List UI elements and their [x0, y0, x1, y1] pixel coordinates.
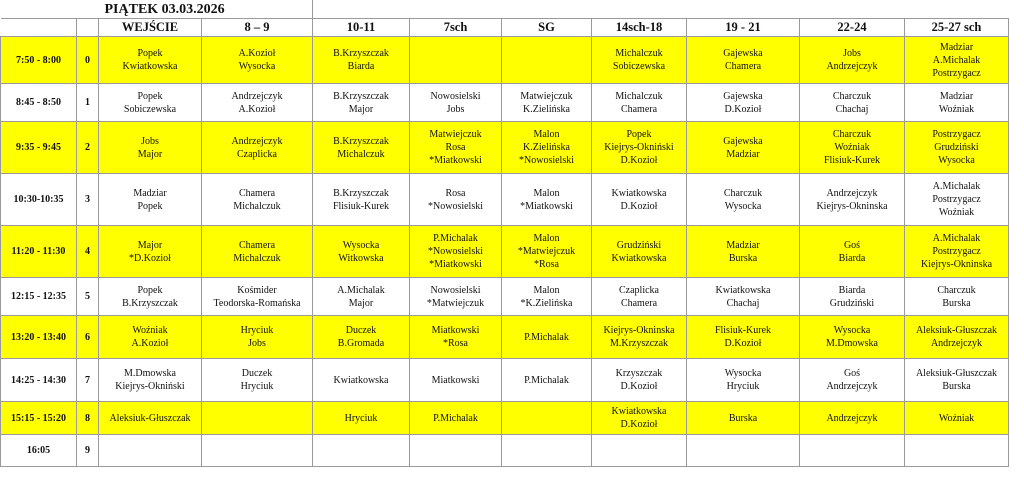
- teacher-name: B.Krzyszczak: [333, 90, 389, 102]
- teacher-name: Major: [137, 148, 163, 160]
- duty-cell: [687, 402, 800, 435]
- teacher-name: Flisiuk-Kurek: [714, 325, 772, 336]
- teacher-name: Michalczuk: [615, 90, 663, 102]
- duty-cell: [800, 226, 905, 278]
- duty-cell: [800, 316, 905, 359]
- teacher-name: Wysocka: [938, 155, 975, 166]
- teacher-name: Popek: [137, 284, 163, 296]
- duty-cell: [592, 122, 687, 174]
- teacher-name: Duczek: [241, 368, 273, 379]
- teacher-name: Andrzejczyk: [826, 187, 878, 199]
- duty-cell: [99, 316, 202, 359]
- teacher-name: Kwiatkowska: [122, 61, 178, 72]
- time-cell: 14:25 - 14:30: [1, 359, 77, 402]
- duty-cell: [687, 122, 800, 174]
- duty-cell: [800, 122, 905, 174]
- schedule-row: [1, 316, 1009, 359]
- teacher-name: Rosa: [445, 187, 466, 199]
- duty-cell: [313, 402, 410, 435]
- teacher-name: Charczuk: [832, 129, 872, 140]
- teacher-name: Jobs: [843, 48, 861, 59]
- duty-cell: [687, 359, 800, 402]
- teacher-name: *Miatkowski: [520, 200, 573, 212]
- teacher-name: D.Kozioł: [620, 200, 658, 212]
- duty-cell: [99, 226, 202, 278]
- column-header: 14sch-18: [592, 19, 687, 37]
- teacher-name: Hryciuk: [344, 412, 378, 424]
- teacher-name: *Nowosielski: [428, 200, 483, 212]
- duty-cell: [313, 435, 410, 467]
- teacher-name: Kiejrys-Okninska: [603, 325, 675, 336]
- time-cell: 9:35 - 9:45: [1, 122, 77, 174]
- duty-cell: [202, 226, 313, 278]
- teacher-name: *Nowosielski: [519, 155, 574, 166]
- teacher-name: Grudziński: [616, 239, 662, 251]
- teacher-name: Matwiejczuk: [520, 90, 573, 102]
- column-header: 22-24: [800, 19, 905, 37]
- teacher-name: Kwiatkowska: [715, 284, 771, 296]
- teacher-name: Biarda: [838, 284, 866, 296]
- teacher-name: B.Gromada: [337, 338, 385, 349]
- teacher-name: D.Kozioł: [620, 381, 658, 392]
- period-number-cell: 8: [77, 402, 99, 435]
- period-number-cell: 6: [77, 316, 99, 359]
- schedule-row: [1, 402, 1009, 435]
- schedule-row: [1, 278, 1009, 316]
- teacher-name: Aleksiuk-Głuszczak: [109, 412, 191, 424]
- teacher-name: A.Kozioł: [238, 103, 276, 115]
- teacher-name: Grudziński: [934, 142, 979, 153]
- duty-cell: [410, 316, 502, 359]
- time-cell: 13:20 - 13:40: [1, 316, 77, 359]
- teacher-name: Wysocka: [724, 368, 762, 379]
- time-cell: 7:50 - 8:00: [1, 37, 77, 84]
- duty-cell: [905, 278, 1009, 316]
- teacher-name: Nowosielski: [430, 284, 481, 296]
- teacher-name: Kiejrys-Okninska: [816, 200, 888, 212]
- teacher-name: Andrzejczyk: [826, 61, 878, 72]
- duty-cell: [592, 37, 687, 84]
- teacher-name: D.Kozioł: [724, 103, 762, 115]
- teacher-name: Grudziński: [829, 297, 875, 309]
- duty-cell: [99, 122, 202, 174]
- period-number-cell: 7: [77, 359, 99, 402]
- duty-cell: [592, 359, 687, 402]
- duty-cell: [202, 435, 313, 467]
- column-header: 7sch: [410, 19, 502, 37]
- teacher-name: *K.Zielińska: [520, 297, 573, 309]
- teacher-name: P.Michalak: [524, 374, 569, 386]
- duty-cell: [99, 174, 202, 226]
- teacher-name: M.Dmowska: [124, 368, 176, 379]
- teacher-name: Madziar: [133, 187, 167, 199]
- teacher-name: Postrzygacz: [932, 246, 981, 257]
- time-cell: 11:20 - 11:30: [1, 226, 77, 278]
- teacher-name: K.Zielińska: [523, 103, 570, 115]
- header-row: [1, 19, 1009, 37]
- time-cell: 15:15 - 15:20: [1, 402, 77, 435]
- header-blank-num: [77, 19, 99, 37]
- teacher-name: Wysocka: [238, 61, 276, 72]
- duty-cell: [592, 402, 687, 435]
- teacher-name: Chachaj: [726, 297, 760, 309]
- schedule-row: [1, 84, 1009, 122]
- teacher-name: Krzyszczak: [615, 368, 663, 379]
- teacher-name: Chamera: [238, 187, 276, 199]
- teacher-name: *Nowosielski: [428, 246, 483, 257]
- teacher-name: Burska: [728, 412, 758, 424]
- duty-cell: [592, 435, 687, 467]
- teacher-name: Kiejrys-Okninska: [920, 259, 993, 270]
- teacher-name: Woźniak: [834, 142, 870, 153]
- teacher-name: Woźniak: [938, 103, 975, 115]
- teacher-name: Chamera: [724, 61, 762, 72]
- teacher-name: Madziar: [726, 239, 760, 251]
- teacher-name: Burska: [942, 297, 971, 309]
- duty-cell: [99, 84, 202, 122]
- teacher-name: *Matwiejczuk: [517, 246, 576, 257]
- duty-cell: [99, 37, 202, 84]
- teacher-name: Sobiczewska: [123, 103, 177, 115]
- period-number-cell: 3: [77, 174, 99, 226]
- teacher-name: Flisiuk-Kurek: [332, 200, 390, 212]
- teacher-name: Hryciuk: [726, 381, 760, 392]
- teacher-name: Miatkowski: [431, 374, 480, 386]
- duty-cell: [502, 402, 592, 435]
- duty-cell: [905, 174, 1009, 226]
- teacher-name: Charczuk: [832, 90, 872, 102]
- duty-cell: [905, 122, 1009, 174]
- title-row: [1, 0, 1009, 19]
- teacher-name: Charczuk: [723, 187, 763, 199]
- teacher-name: Kwiatkowska: [333, 374, 389, 386]
- duty-cell: [202, 37, 313, 84]
- duty-cell: [202, 122, 313, 174]
- teacher-name: Jobs: [141, 135, 159, 147]
- duty-cell: [99, 402, 202, 435]
- teacher-name: Gajewska: [723, 48, 763, 59]
- duty-cell: [687, 226, 800, 278]
- teacher-name: Madziar: [939, 90, 974, 102]
- teacher-name: Kwiatkowska: [611, 252, 667, 264]
- header-blank-time: [1, 19, 77, 37]
- schedule-row: [1, 37, 1009, 84]
- teacher-name: A.Kozioł: [131, 338, 169, 349]
- period-number-cell: 5: [77, 278, 99, 316]
- teacher-name: D.Kozioł: [620, 419, 658, 430]
- duty-cell: [410, 278, 502, 316]
- teacher-name: Popek: [137, 90, 163, 102]
- teacher-name: Andrzejczyk: [231, 90, 283, 102]
- period-number-cell: 9: [77, 435, 99, 467]
- teacher-name: Major: [348, 103, 374, 115]
- teacher-name: Postrzygacz: [932, 129, 981, 140]
- column-header: 8 – 9: [202, 19, 313, 37]
- schedule-row: [1, 226, 1009, 278]
- duty-cell: [800, 402, 905, 435]
- duty-cell: [687, 174, 800, 226]
- teacher-name: Kwiatkowska: [611, 187, 667, 199]
- duty-cell: [99, 278, 202, 316]
- teacher-name: Aleksiuk-Głuszczak: [915, 325, 998, 336]
- teacher-name: Popek: [626, 129, 652, 140]
- teacher-name: *Miatkowski: [429, 155, 482, 166]
- duty-cell: [502, 435, 592, 467]
- schedule-row: [1, 122, 1009, 174]
- teacher-name: Kiejrys-Okniński: [115, 381, 185, 392]
- teacher-name: Michalczuk: [233, 252, 281, 264]
- duty-cell: [502, 278, 592, 316]
- duty-cell: [313, 122, 410, 174]
- column-header: WEJŚCIE: [99, 19, 202, 37]
- teacher-name: Flisiuk-Kurek: [823, 155, 881, 166]
- duty-cell: [905, 84, 1009, 122]
- duty-cell: [687, 278, 800, 316]
- teacher-name: K.Zielińska: [523, 142, 570, 153]
- teacher-name: Goś: [843, 368, 861, 379]
- column-header: SG: [502, 19, 592, 37]
- page-title: PIĄTEK 03.03.2026: [77, 0, 313, 19]
- teacher-name: Popek: [137, 200, 163, 212]
- teacher-name: Chachaj: [835, 103, 869, 115]
- teacher-name: Wysocka: [833, 325, 871, 336]
- duty-cell: [800, 37, 905, 84]
- teacher-name: Andrzejczyk: [826, 381, 878, 392]
- duty-cell: [502, 37, 592, 84]
- duty-cell: [592, 226, 687, 278]
- teacher-name: Miatkowski: [431, 325, 480, 336]
- teacher-name: A.Kozioł: [238, 48, 276, 59]
- time-cell: 16:05: [1, 435, 77, 467]
- duty-cell: [687, 435, 800, 467]
- teacher-name: Chamera: [620, 103, 658, 115]
- column-header: 19 - 21: [687, 19, 800, 37]
- teacher-name: Hryciuk: [240, 325, 274, 336]
- schedule-row: [1, 435, 1009, 467]
- duty-cell: [202, 316, 313, 359]
- teacher-name: B.Krzyszczak: [122, 297, 178, 309]
- teacher-name: A.Michalak: [932, 181, 981, 192]
- teacher-name: Czaplicka: [237, 148, 277, 160]
- duty-cell: [800, 278, 905, 316]
- duty-cell: [313, 84, 410, 122]
- teacher-name: Goś: [843, 239, 861, 251]
- teacher-name: Woźniak: [132, 325, 168, 336]
- duty-cell: [99, 435, 202, 467]
- duty-cell: [905, 435, 1009, 467]
- duty-cell: [202, 278, 313, 316]
- teacher-name: Kiejrys-Okniński: [604, 142, 674, 153]
- teacher-name: Gajewska: [723, 135, 763, 147]
- teacher-name: Postrzygacz: [932, 67, 981, 79]
- teacher-name: Chamera: [238, 239, 276, 251]
- duty-cell: [202, 174, 313, 226]
- teacher-name: Witkowska: [338, 252, 384, 264]
- teacher-name: Woźniak: [938, 207, 975, 218]
- duty-cell: [592, 174, 687, 226]
- column-header: 10-11: [313, 19, 410, 37]
- time-cell: 12:15 - 12:35: [1, 278, 77, 316]
- teacher-name: Malon: [533, 129, 560, 140]
- duty-cell: [905, 226, 1009, 278]
- duty-cell: [99, 359, 202, 402]
- duty-cell: [905, 402, 1009, 435]
- duty-cell: [410, 122, 502, 174]
- duty-cell: [687, 84, 800, 122]
- duty-cell: [202, 359, 313, 402]
- teacher-name: Kośmider: [237, 284, 277, 296]
- duty-cell: [313, 278, 410, 316]
- duty-cell: [202, 84, 313, 122]
- teacher-name: *Rosa: [443, 338, 468, 349]
- duty-cell: [502, 359, 592, 402]
- teacher-name: Wysocka: [342, 239, 380, 251]
- teacher-name: Matwiejczuk: [429, 129, 482, 140]
- teacher-name: Sobiczewska: [612, 61, 666, 72]
- duty-cell: [313, 226, 410, 278]
- column-header: 25-27 sch: [905, 19, 1009, 37]
- teacher-name: A.Michalak: [932, 233, 981, 244]
- teacher-name: Michalczuk: [337, 148, 385, 160]
- duty-cell: [502, 316, 592, 359]
- teacher-name: *Miatkowski: [429, 259, 482, 270]
- schedule-row: [1, 359, 1009, 402]
- period-number-cell: 0: [77, 37, 99, 84]
- teacher-name: B.Krzyszczak: [333, 187, 389, 199]
- teacher-name: A.Michalak: [932, 54, 981, 66]
- duty-cell: [592, 316, 687, 359]
- teacher-name: B.Krzyszczak: [333, 48, 389, 59]
- duty-cell: [687, 37, 800, 84]
- duty-cell: [410, 226, 502, 278]
- duty-cell: [502, 122, 592, 174]
- period-number-cell: 2: [77, 122, 99, 174]
- teacher-name: Woźniak: [938, 412, 975, 424]
- teacher-name: Burska: [942, 381, 971, 392]
- teacher-name: Aleksiuk-Głuszczak: [915, 368, 998, 379]
- duty-cell: [410, 402, 502, 435]
- time-cell: 8:45 - 8:50: [1, 84, 77, 122]
- duty-cell: [800, 174, 905, 226]
- duty-cell: [502, 226, 592, 278]
- teacher-name: D.Kozioł: [724, 338, 762, 349]
- duty-cell: [905, 359, 1009, 402]
- teacher-name: D.Kozioł: [620, 155, 658, 166]
- teacher-name: Madziar: [939, 41, 974, 53]
- duty-cell: [687, 316, 800, 359]
- teacher-name: *D.Kozioł: [129, 252, 171, 264]
- teacher-name: Jobs: [248, 338, 266, 349]
- teacher-name: P.Michalak: [524, 331, 569, 343]
- teacher-name: M.Krzyszczak: [609, 338, 669, 349]
- teacher-name: Jobs: [446, 103, 465, 115]
- teacher-name: Malon: [533, 284, 560, 296]
- teacher-name: Chamera: [620, 297, 658, 309]
- teacher-name: Nowosielski: [430, 90, 481, 102]
- teacher-name: P.Michalak: [433, 412, 478, 424]
- teacher-name: P.Michalak: [433, 233, 478, 244]
- teacher-name: Biarda: [347, 61, 375, 72]
- duty-cell: [313, 316, 410, 359]
- teacher-name: M.Dmowska: [826, 338, 878, 349]
- teacher-name: B.Krzyszczak: [333, 135, 389, 147]
- duty-cell: [410, 37, 502, 84]
- teacher-name: Malon: [533, 187, 560, 199]
- period-number-cell: 4: [77, 226, 99, 278]
- duty-cell: [313, 37, 410, 84]
- teacher-name: A.Michalak: [337, 284, 385, 296]
- teacher-name: Andrzejczyk: [231, 135, 283, 147]
- duty-cell: [592, 84, 687, 122]
- duty-cell: [592, 278, 687, 316]
- teacher-name: Rosa: [445, 142, 466, 153]
- duty-cell: [905, 316, 1009, 359]
- teacher-name: Kwiatkowska: [611, 406, 667, 417]
- teacher-name: Wysocka: [724, 200, 762, 212]
- duty-cell: [313, 174, 410, 226]
- teacher-name: Charczuk: [937, 284, 976, 296]
- teacher-name: Teodorska-Romańska: [213, 297, 301, 309]
- teacher-name: Hryciuk: [240, 381, 274, 392]
- duty-cell: [502, 84, 592, 122]
- duty-cell: [410, 84, 502, 122]
- teacher-name: Major: [137, 239, 163, 251]
- title-spacer: [1, 0, 77, 19]
- teacher-name: Madziar: [726, 148, 760, 160]
- duty-cell: [800, 84, 905, 122]
- teacher-name: Andrzejczyk: [930, 338, 983, 349]
- teacher-name: Biarda: [838, 252, 866, 264]
- duty-cell: [202, 402, 313, 435]
- period-number-cell: 1: [77, 84, 99, 122]
- duty-cell: [905, 37, 1009, 84]
- teacher-name: Popek: [137, 48, 163, 59]
- duty-cell: [410, 435, 502, 467]
- teacher-name: Gajewska: [723, 90, 763, 102]
- teacher-name: Andrzejczyk: [826, 412, 878, 424]
- teacher-name: *Matwiejczuk: [426, 297, 485, 309]
- teacher-name: Major: [348, 297, 374, 309]
- teacher-name: Czaplicka: [619, 284, 659, 296]
- teacher-name: Michalczuk: [615, 48, 663, 59]
- teacher-name: Burska: [728, 252, 758, 264]
- duty-cell: [502, 174, 592, 226]
- teacher-name: Postrzygacz: [932, 194, 981, 205]
- duty-cell: [313, 359, 410, 402]
- teacher-name: *Rosa: [534, 259, 559, 270]
- schedule-row: [1, 174, 1009, 226]
- teacher-name: Michalczuk: [233, 200, 281, 212]
- duty-cell: [800, 435, 905, 467]
- time-cell: 10:30-10:35: [1, 174, 77, 226]
- duty-cell: [410, 174, 502, 226]
- teacher-name: Duczek: [345, 325, 377, 336]
- teacher-name: Malon: [533, 233, 560, 244]
- duty-cell: [800, 359, 905, 402]
- duty-cell: [410, 359, 502, 402]
